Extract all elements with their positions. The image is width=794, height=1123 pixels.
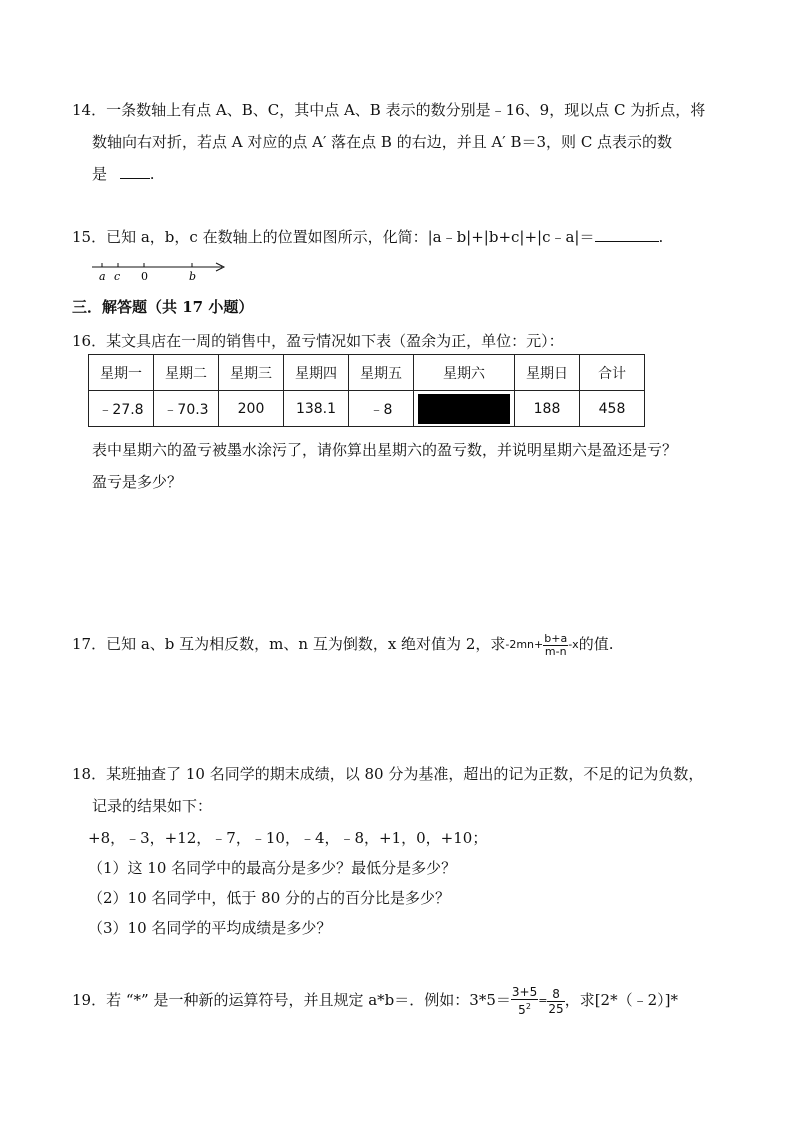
q18-sub3: （3）10 名同学的平均成绩是多少？ (88, 919, 332, 937)
value-cell: 200 (219, 391, 284, 427)
q18-sub1: （1）这 10 名同学中的最高分是多少？最低分是多少？ (88, 859, 457, 877)
value-cell: 138.1 (284, 391, 349, 427)
label-c: c (114, 270, 121, 283)
q19-fraction-1 (511, 985, 538, 1017)
q19-fraction-2 (547, 987, 564, 1016)
fraction-numerator: 8 (547, 987, 564, 1002)
fraction-denominator: $5^2$ (518, 1002, 531, 1017)
q15-text: 15．已知 a，b，c 在数轴上的位置如图所示，化简：|a﹣b|+|b+c|+|c﹣a|＝ . (72, 228, 664, 246)
q14-line3: 是 . (92, 165, 155, 183)
table-row (89, 391, 645, 427)
q18-line2: 记录的结果如下： (92, 797, 213, 815)
fraction-numerator: b+a (544, 631, 568, 645)
value-cell: 458 (580, 391, 645, 427)
label-a: a (99, 270, 106, 283)
header-cell: 星期一 (89, 355, 154, 391)
header-cell: 星期日 (515, 355, 580, 391)
value-cell: ﹣27.8 (89, 391, 154, 427)
q16-line2: 表中星期六的盈亏被墨水涂污了，请你算出星期六的盈亏数，并说明星期六是盈还是亏？ (92, 441, 678, 459)
label-zero: 0 (141, 270, 148, 283)
q18-line1: 18．某班抽查了 10 名同学的期末成绩，以 80 分为基准，超出的记为正数，不足的记为负数， (72, 765, 704, 783)
fraction-denominator: 25 (548, 1001, 564, 1016)
q15-question: 15．已知 a，b，c 在数轴上的位置如图所示，化简：|a﹣b|+|b+c|+|c﹣a|＝ (72, 228, 595, 246)
header-cell: 星期五 (349, 355, 414, 391)
fraction-denominator: m-n (544, 644, 567, 658)
header-cell: 星期六 (414, 355, 515, 391)
q17-fraction (543, 633, 568, 658)
header-cell: 星期四 (284, 355, 349, 391)
value-cell: 188 (515, 391, 580, 427)
ink-blot (418, 394, 510, 424)
q16-intro: 16．某文具店在一周的销售中，盈亏情况如下表（盈余为正，单位：元）： (72, 332, 564, 350)
q17-prefix: 17．已知 a、b 互为相反数，m、n 互为倒数，x 绝对值为 2，求 (72, 635, 506, 653)
q19-prefix: 19．若 “*” 是一种新的运算符号，并且规定 a*b＝．例如：3*5＝ (72, 991, 511, 1009)
number-line-figure (88, 258, 233, 284)
q18-data: +8，﹣3，+12，﹣7，﹣10，﹣4，﹣8，+1，0，+10； (88, 829, 488, 847)
q17-term2: -x (568, 638, 579, 651)
q14-line1: 14．一条数轴上有点 A、B、C，其中点 A、B 表示的数分别是﹣16、9，现以点 C 为折点，将 (72, 101, 706, 119)
header-cell: 合计 (580, 355, 645, 391)
ink-blot-cell (414, 391, 515, 427)
q19-suffix: ，求[2*（﹣2）]* (564, 991, 678, 1009)
answer-blank (120, 164, 150, 179)
q19-text (72, 982, 678, 1019)
q17-suffix: 的值. (578, 635, 614, 653)
q19-equals: = (538, 994, 548, 1007)
sales-table (88, 354, 645, 427)
q17-text (72, 630, 613, 659)
table-header-row (89, 355, 645, 391)
q17-term1: -2mn+ (505, 638, 544, 651)
fraction-numerator: 3+5 (511, 985, 538, 999)
label-b: b (189, 270, 197, 283)
q18-sub2: （2）10 名同学中，低于 80 分的占的百分比是多少？ (88, 889, 451, 907)
header-cell: 星期三 (219, 355, 284, 391)
answer-blank (595, 227, 659, 242)
value-cell: ﹣70.3 (154, 391, 219, 427)
q16-line3: 盈亏是多少？ (92, 473, 183, 491)
header-cell: 星期二 (154, 355, 219, 391)
q14-line2: 数轴向右对折，若点 A 对应的点 A′ 落在点 B 的右边，并且 A′ B＝3，则 C 点表示的数 (92, 133, 673, 151)
section-heading: 三．解答题（共 17 小题） (72, 298, 254, 316)
q14-line3-prefix: 是 (92, 165, 108, 183)
value-cell: ﹣8 (349, 391, 414, 427)
